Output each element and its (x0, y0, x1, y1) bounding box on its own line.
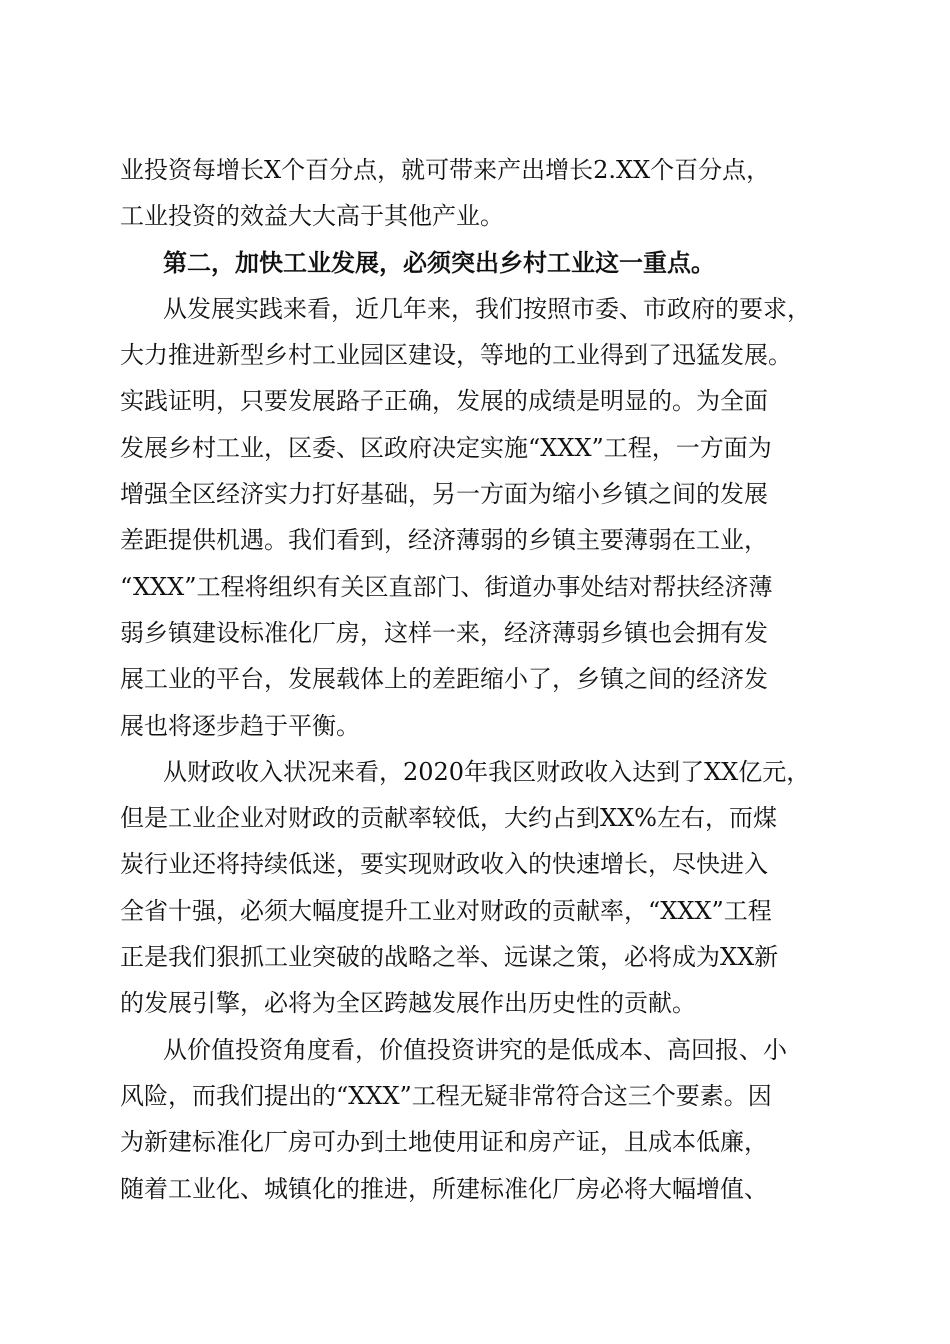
text-line: 正是我们狠抓工业突破的战略之举、远谋之策，必将成为XX新 (120, 943, 779, 972)
text-line: “XXX”工程将组织有关区直部门、街道办事处结对帮扶经济薄 (120, 572, 773, 601)
text-line: 弱乡镇建设标准化厂房，这样一来，经济薄弱乡镇也会拥有发 (120, 618, 768, 647)
section-heading: 第二，加快工业发展，必须突出乡村工业这一重点。 (163, 247, 715, 277)
text-line: 业投资每增长X个百分点，就可带来产出增长2.XX个百分点， (120, 156, 771, 184)
text-line: 展工业的平台，发展载体上的差距缩小了，乡镇之间的经济发 (120, 665, 768, 694)
text-line: 随着工业化、城镇化的推进，所建标准化厂房必将大幅增值、 (120, 1174, 768, 1203)
document-body (120, 147, 832, 1212)
text-line: 工业投资的效益大大高于其他产业。 (120, 202, 504, 231)
text-line: 增强全区经济实力打好基础，另一方面为缩小乡镇之间的发展 (120, 480, 768, 509)
text-line: 炭行业还将持续低迷，要实现财政收入的快速增长，尽快进入 (120, 850, 768, 879)
text-line: 从财政收入状况来看，2020年我区财政收入达到了XX亿元， (163, 757, 811, 786)
text-line: 差距提供机遇。我们看到，经济薄弱的乡镇主要薄弱在工业， (120, 526, 768, 555)
text-line: 从发展实践来看，近几年来，我们按照市委、市政府的要求， (163, 294, 811, 323)
text-line: 风险，而我们提出的“XXX”工程无疑非常符合这三个要素。因 (120, 1081, 772, 1110)
text-line: 的发展引擎，必将为全区跨越发展作出历史性的贡献。 (120, 989, 696, 1018)
text-line: 大力推进新型乡村工业园区建设，等地的工业得到了迅猛发展。 (120, 341, 792, 370)
text-line: 全省十强，必须大幅度提升工业对财政的贡献率，“XXX”工程 (120, 896, 772, 925)
text-line: 从价值投资角度看，价值投资讲究的是低成本、高回报、小 (163, 1035, 787, 1064)
text-line: 发展乡村工业，区委、区政府决定实施“XXX”工程，一方面为 (120, 433, 772, 462)
text-line: 展也将逐步趋于平衡。 (120, 711, 360, 740)
text-line: 但是工业企业对财政的贡献率较低，大约占到XX%左右，而煤 (120, 804, 777, 833)
text-line: 实践证明，只要发展路子正确，发展的成绩是明显的。为全面 (120, 387, 768, 416)
text-line: 为新建标准化厂房可办到土地使用证和房产证，且成本低廉， (120, 1128, 768, 1157)
